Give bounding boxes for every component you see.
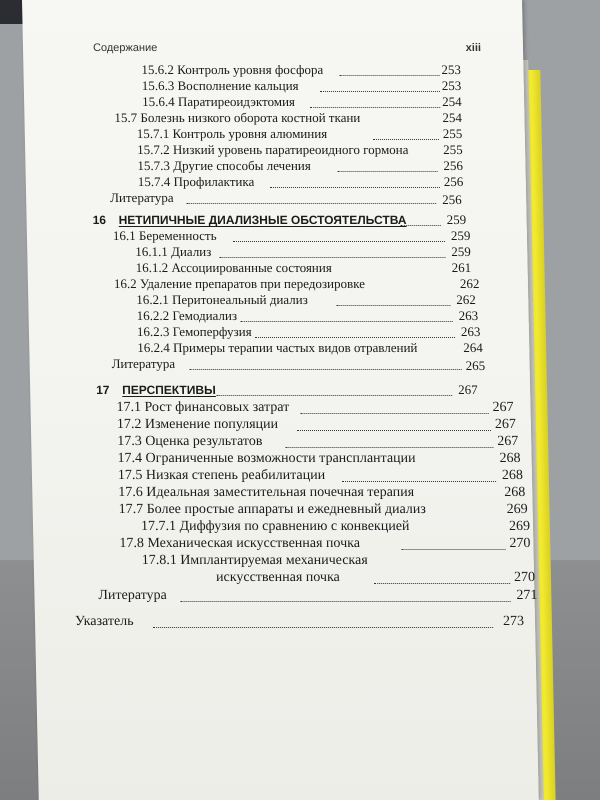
book-page [22,0,539,800]
header-page-number: xiii [465,42,482,54]
running-header [93,42,513,60]
header-title: Содержание [92,42,158,54]
